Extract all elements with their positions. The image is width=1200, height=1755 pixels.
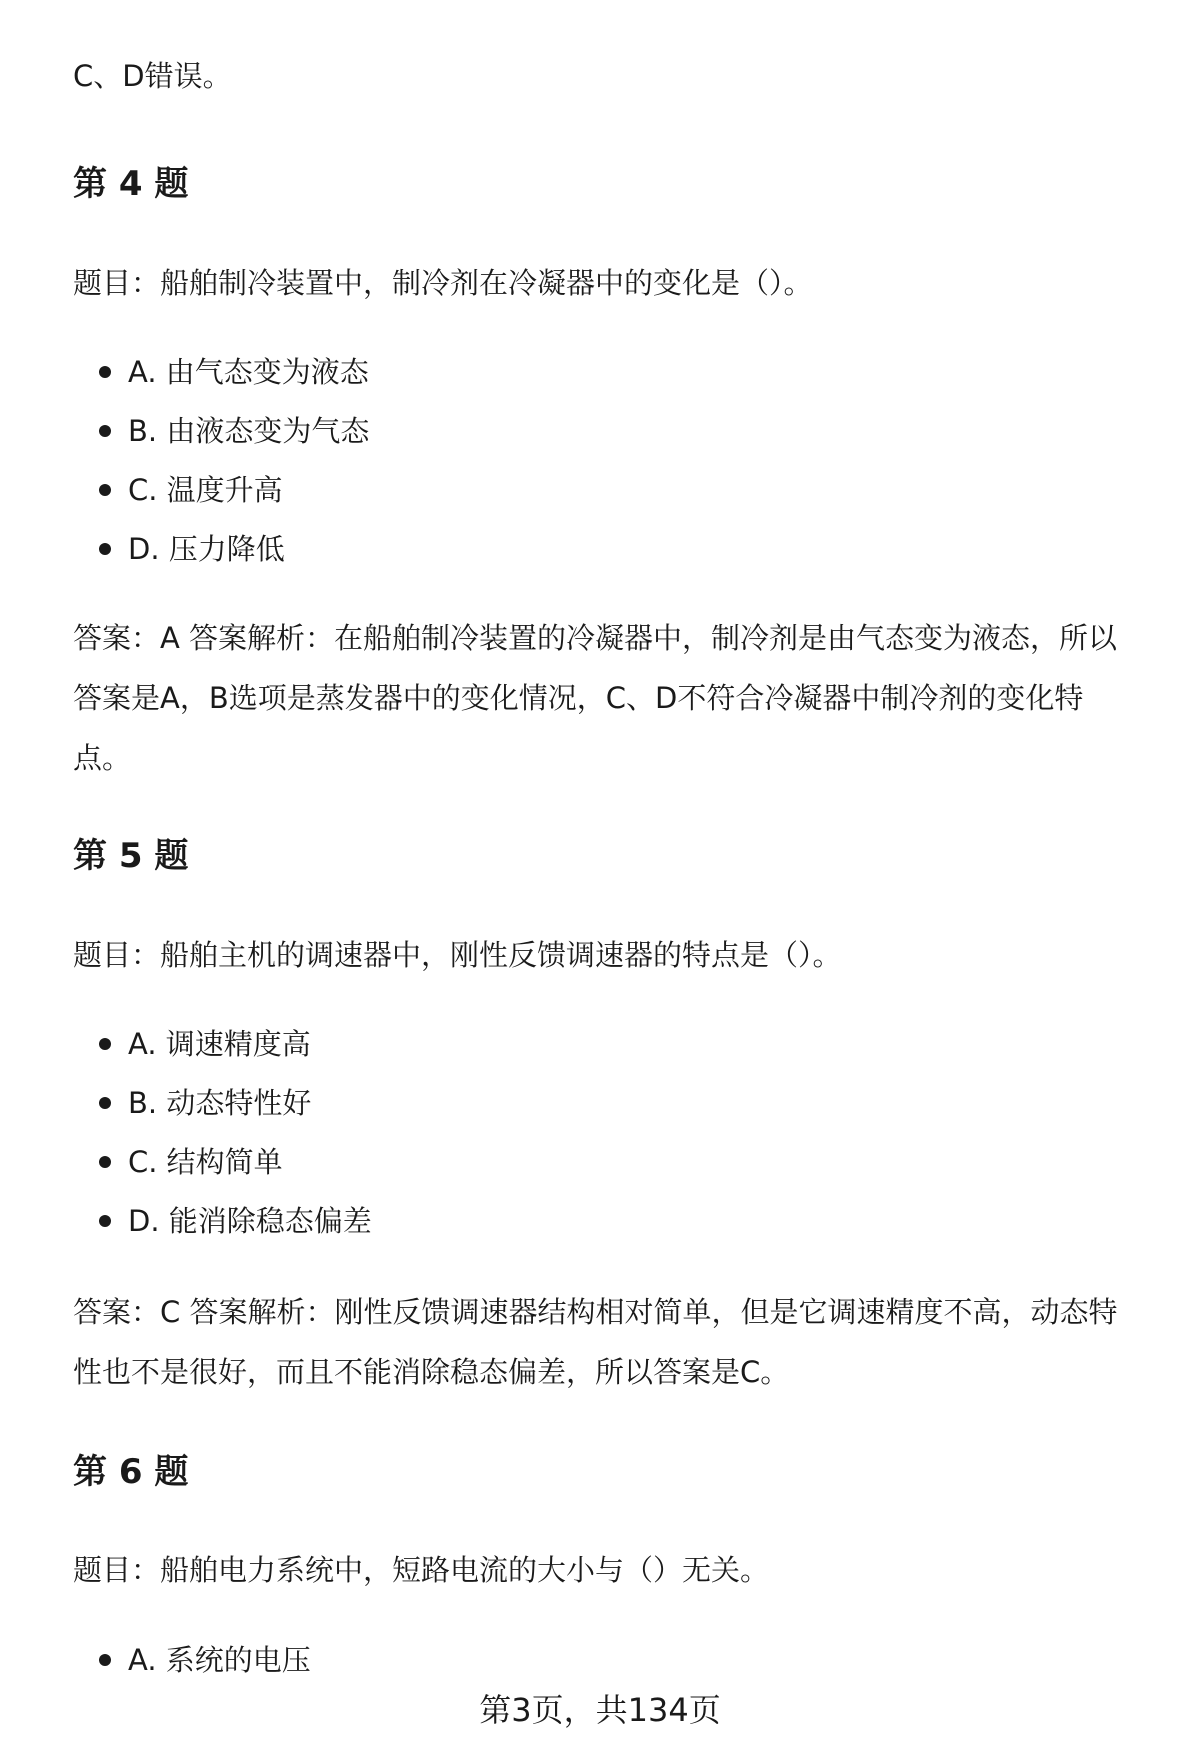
answer-line: 答案：A 答案解析：在船舶制冷装置的冷凝器中，制冷剂是由气态变为液态，所以 xyxy=(73,621,1118,655)
previous-answer-tail: C、D错误。 xyxy=(73,59,232,93)
question-5-text: 题目：船舶主机的调速器中，刚性反馈调速器的特点是（）。 xyxy=(73,938,842,972)
bullet-icon xyxy=(99,1156,111,1168)
answer-line: 答案：C 答案解析：刚性反馈调速器结构相对简单，但是它调速精度不高，动态特 xyxy=(73,1295,1118,1329)
bullet-icon xyxy=(99,366,111,378)
answer-line: 点。 xyxy=(73,741,132,775)
question-4-answer xyxy=(73,608,1153,788)
bullet-icon xyxy=(99,425,111,437)
question-6-option-a: A. 系统的电压 xyxy=(128,1643,311,1677)
answer-line: 性也不是很好，而且不能消除稳态偏差，所以答案是C。 xyxy=(73,1355,790,1389)
bullet-icon xyxy=(99,543,111,555)
bullet-icon xyxy=(99,1654,111,1666)
question-5-option-b: B. 动态特性好 xyxy=(128,1086,312,1120)
question-5-option-d: D. 能消除稳态偏差 xyxy=(128,1204,372,1238)
question-6-heading: 第 6 题 xyxy=(73,1452,189,1492)
question-4-heading: 第 4 题 xyxy=(73,164,189,204)
question-5-option-a: A. 调速精度高 xyxy=(128,1027,311,1061)
question-4-option-b: B. 由液态变为气态 xyxy=(128,414,370,448)
bullet-icon xyxy=(99,1097,111,1109)
question-5-option-c: C. 结构简单 xyxy=(128,1145,283,1179)
bullet-icon xyxy=(99,484,111,496)
question-5-heading: 第 5 题 xyxy=(73,836,189,876)
question-6-text: 题目：船舶电力系统中，短路电流的大小与（）无关。 xyxy=(73,1553,770,1587)
page-number-footer: 第3页，共134页 xyxy=(479,1691,721,1729)
bullet-icon xyxy=(99,1215,111,1227)
question-4-option-c: C. 温度升高 xyxy=(128,473,283,507)
question-4-option-a: A. 由气态变为液态 xyxy=(128,355,369,389)
question-4-text: 题目：船舶制冷装置中，制冷剂在冷凝器中的变化是（）。 xyxy=(73,266,813,300)
question-4-option-d: D. 压力降低 xyxy=(128,532,285,566)
question-5-answer xyxy=(73,1282,1153,1402)
answer-line: 答案是A，B选项是蒸发器中的变化情况，C、D不符合冷凝器中制冷剂的变化特 xyxy=(73,681,1084,715)
bullet-icon xyxy=(99,1038,111,1050)
